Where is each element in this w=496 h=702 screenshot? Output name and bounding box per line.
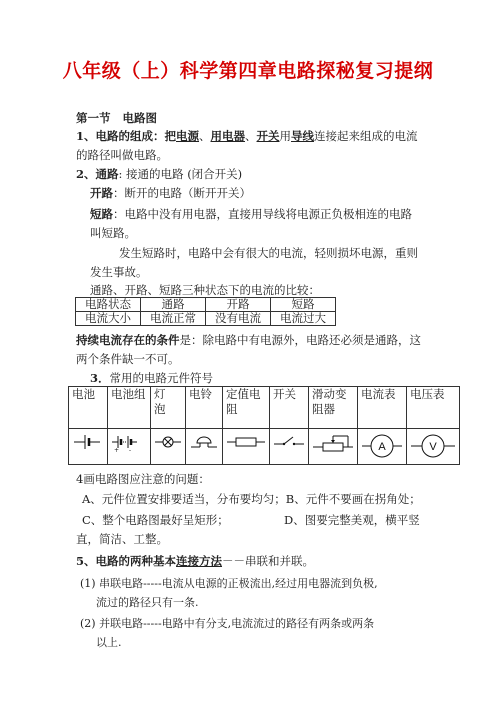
svg-text:-: -: [129, 447, 132, 453]
table-cell: 通路: [141, 298, 206, 312]
table-row: [76, 298, 336, 312]
table-cell: 电流大小: [76, 312, 141, 326]
table-cell: 电路状态: [76, 298, 141, 312]
table-cell: 灯 泡: [151, 387, 186, 429]
condition-line: 持续电流存在的条件是：除电路中有电源外，电路还必须是通路，这 两个条件缺一不可。: [76, 333, 421, 366]
table-cell: [186, 429, 223, 465]
item-1: 1、电路的组成：把电源、用电器、开关用导线连接起来组成的电流 的路径叫做电路。: [76, 129, 418, 162]
table-cell: [407, 429, 460, 465]
short-circuit-line: 短路：电路中没有用电器，直接用导线将电源正负极相连的电路 叫短路。: [90, 207, 412, 240]
table-row: [69, 429, 460, 465]
table-cell: 电池组: [108, 387, 151, 429]
section-heading: [76, 110, 157, 126]
item-4-title: 4画电路图应注意的问题：: [76, 472, 210, 486]
table-cell: 电压表: [407, 387, 460, 429]
term-power: 电源: [176, 129, 200, 143]
table-cell: 短路: [271, 298, 336, 312]
term-connection: 连接方法: [176, 554, 223, 568]
table-cell: 电铃: [186, 387, 223, 429]
table-cell: 电池: [69, 387, 108, 429]
series-line: (1) 串联电路-----电流从电源的正极流出,经过用电器流到负极, 流过的路径只有一条.: [80, 577, 378, 609]
table-cell: [358, 429, 407, 465]
table-cell: [69, 429, 108, 465]
table-cell: 电流正常: [141, 312, 206, 326]
bell-symbol-icon: [189, 433, 219, 451]
table-cell: 定值电 阻: [223, 387, 270, 429]
lamp-symbol-icon: [154, 433, 182, 451]
term-wire: 导线: [291, 129, 315, 143]
ammeter-symbol-icon: [361, 431, 403, 461]
compare-table: [75, 297, 336, 326]
table-cell: [151, 429, 186, 465]
table-cell: 开路: [206, 298, 271, 312]
compare-caption: 通路、开路、短路三种状态下的电流的比较：: [90, 283, 320, 297]
short-circuit-note: 发生短路时，电路中会有很大的电流，轻则损坏电源，重则 发生事故。: [90, 246, 418, 279]
battery-pack-symbol-icon: [111, 433, 147, 453]
section-label: 第一节: [76, 111, 111, 125]
item-4-ab: A、元件位置安排要适当，分布要均匀；B、元件不要画在拐角处；: [82, 492, 421, 506]
item-3: 3．常用的电路元件符号: [90, 371, 214, 385]
item-5: 5、电路的两种基本连接方法－－串联和并联。: [76, 554, 315, 568]
section-name: 电路图: [122, 111, 158, 125]
battery-symbol-icon: [72, 433, 104, 451]
term-switch: 开关: [256, 129, 280, 143]
switch-symbol-icon: [273, 433, 305, 451]
term-condition: 持续电流存在的条件: [76, 333, 180, 347]
resistor-symbol-icon: [226, 433, 266, 451]
table-cell: [108, 429, 151, 465]
parallel-line: (2) 并联电路-----电路中有分支,电流流过的路径有两条或两条 以上.: [80, 617, 375, 649]
svg-text:+: +: [114, 447, 120, 453]
table-cell: [309, 429, 358, 465]
ammeter-letter: A: [378, 441, 386, 453]
table-cell: 电流过大: [271, 312, 336, 326]
table-row: [76, 312, 336, 326]
item-4-d: D、图要完整美观，横平竖: [284, 513, 420, 527]
term-closed-circuit: 通路: [95, 167, 119, 181]
voltmeter-letter: V: [429, 441, 437, 453]
item-4-d-cont: 直，简洁、工整。: [76, 532, 168, 546]
item-4-c: C、整个电路图最好呈矩形；: [82, 513, 229, 527]
table-cell: [270, 429, 309, 465]
page-title: 八年级（上）科学第四章电路探秘复习提纲: [62, 60, 434, 82]
table-cell: 没有电流: [206, 312, 271, 326]
item-2: 2、通路: 接通的电路 (闭合开关): [76, 167, 243, 181]
table-cell: 滑动变 阻器: [309, 387, 358, 429]
voltmeter-symbol-icon: [410, 431, 456, 461]
open-circuit-line: 开路：断开的电路（断开开关）: [90, 186, 251, 200]
symbols-table: [68, 386, 460, 465]
term-appliance: 用电器: [210, 129, 246, 143]
rheostat-symbol-icon: [312, 433, 354, 455]
table-cell: 开关: [270, 387, 309, 429]
table-row: [69, 387, 460, 429]
table-cell: [223, 429, 270, 465]
table-cell: 电流表: [358, 387, 407, 429]
